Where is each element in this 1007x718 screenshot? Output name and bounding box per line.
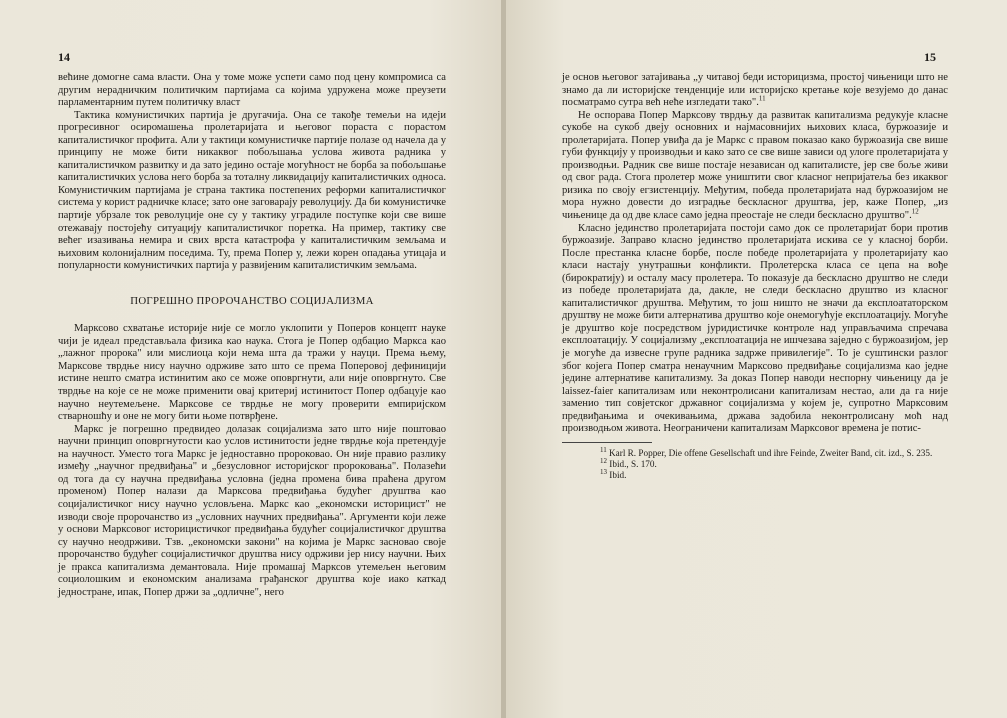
footnote — [562, 467, 948, 481]
page-number: 14 — [58, 50, 70, 64]
section-heading: ПОГРЕШНО ПРОРОЧАНСТВО СОЦИЈАЛИЗМА — [130, 294, 374, 307]
right-page-text — [562, 72, 948, 481]
paragraph: Маркс је погрешно предвидео долазак социјализма зато што није поштовао научни принцип оповргнутости као услов истинитости једне тврдње која претендује на научност. Уместо тога Маркс је једноставно пророковао. Он није правио разлику између „научног предвиђања" и „безусловног историјског пророковања". Полазећи од тога да су научна предвиђања условна (једна промена бива праћена другом променом) Попер налази да Марксова предвиђања будућег друштва као социјалистичког нису научно условљена. Маркс као „економски историцист" не изводи своје пророчанство из „условних научних предвиђања". Аргументи који леже у основи Марксовог историцистичког предвиђања будућег социјалистичког друштва су научно неодрживи. Тзв. „економски закони" на којима је Маркс засновао своје пророчанство будућег социјалистичког друштва нису одрживи јер нису научни. Њих је пракса капитализма демантовала. Није промашај Марксов утемељен његовим социолошким и економским анализама грађанског друштва које иако каткад једностране, ипак, Попер држи за „одличне", него — [58, 423, 446, 598]
right-page — [504, 0, 1007, 718]
footnote — [562, 445, 948, 459]
footnote — [562, 456, 948, 470]
footnote-ref: 11 — [758, 94, 766, 103]
footnote-ref: 12 — [911, 207, 919, 216]
footnote-text: Ibid. — [609, 469, 627, 480]
footnote-text: Karl R. Popper, Die offene Gesellschaft und ihre Feinde, Zweiter Band, cit. izd., S. 235. — [609, 447, 933, 458]
footnote-number: 11 — [600, 445, 607, 454]
page-number: 15 — [924, 50, 936, 64]
paragraph: Марксово схватање историје није се могло уклопити у Поперов концепт науке чији је идеал представљала физика као наука. Стога је Попер одбацио Маркса као „лажног пророка" или мислиоца који нема шта да тражи у науци. Према њему, Марксове тврдње нису научно одрживе зато што се према Поперовој дефиницији истине нешто сматра истинитим ако се може оповргнути, али није оповргнуто. Све тврдње на које се не може применити овај критериј истинитост Попер одбацује као научно неутемељене. Марксове се тврдње не могу проверити емпиријском стварношћу и оне не могу бити њоме потврђене. — [58, 323, 446, 423]
footnote-number: 12 — [600, 456, 607, 465]
left-page — [0, 0, 503, 718]
paragraph-text: Не оспорава Попер Марксову тврдњу да развитак капитализма редукује класне сукобе на сукоб двеју основних и најмасовнијих њихових класа, буржоазије и пролетаријата. Попер увиђа да је Маркс с правом показао како буржоазија све више губи функцију у производњи и како зато се све више зависи од улоге пролетаријата у производњи. Радник све више постаје независан од капиталисте, јер све боље живи од свог рада. Стога пролетер може уништити свог класног непријатеља без икаквог ризика по своју егзистенцију. Међутим, победа пролетаријата над буржоазијом не мора нужно довести до изградње бескласног друштва, јер, каже Попер, „из чињенице да од две класе само једна преостаје не следи бескласно друштво". — [562, 109, 948, 222]
footnote-divider — [562, 442, 652, 443]
paragraph: Класно јединство пролетаријата постоји само док се пролетаријат бори против буржоазије. Заправо класно јединство пролетаријата искива се у класној борби. После престанка класне борбе, после победе пролетаријата у пролетаријату као класи настају унутрашњи конфликти. Пролетерска класа се цепа на вође (бирократију) и осталу масу пролетера. То показује да бескласно друштво не следи из победе пролетаријата да, дакле, не следи бескласно друштво из класног капиталистичког друштва. Међутим, то још ништо не значи да експлоататорском друштву не може бити алтернатива друштво које онемогућује експлоатацију. Могуће је друштво које посредством јуридистичке контроле над управљачима спречава експлоатацију. У социјализму „експлоатација не ишчезава заједно с буржоазијом, јер је могуће да извесне групе радника задрже привилегије". То је суштински разлог због којега Попер сматра ненаучним Марксово предвиђање социјализма као једне једине алтернативе капитализму. За доказ Попер наводи неспорну чињеницу да је laissez-faier капитализам или неконтролисани капитализам нестао, али да га није заменио тип совјетског државног социјализма у којем је, супротно Марксовим предвиђањима и очекивањима, држава задобила неконтролисану моћ над производњом живота. Неограничени капитализам Марксовог времена је потис- — [562, 222, 948, 435]
paragraph: већине домогне сама власти. Она у томе може успети само под цену компромиса са другим нерадничким политичким партијама са којима удружена може преузети парламентарним путем политичку власт — [58, 72, 446, 109]
book-gutter — [501, 0, 506, 718]
left-page-text — [58, 72, 446, 599]
paragraph — [562, 72, 948, 110]
footnote-number: 13 — [600, 467, 607, 476]
paragraph: Тактика комунистичких партија је другачија. Она се такође темељи на идеји прогресивног осиромашења пролетаријата и његовог пораста с порастом капиталистичког профита. Али у тактици комунистичке партије полазе од начела да у принципу не може бити никаквог побољшања услова живота радника у капиталистичком развитку и да зато једино остаје могућност не борба за побољшање капиталистичких услова него борба за тоталну ликвидацију капиталистичких односа. Комунистичким партијама је страна тактика постепених реформи капиталистичког система у корист радничке класе; зато оне заговарају револуцију. Да би комунистичке партије убрзале ток револуције оне су у тактику уградиле поступке који све више отежавају постојећу ситуацију капиталистичког поретка. На пример, тактику све већег изазивања немира и свих врста катастрофа у капиталистичким земљама и њиховим колонијалним поседима. Ту, према Попер у, лежи корен опадања утицаја и популарности комунистичких партија у развијеним капиталистичким земљама. — [58, 109, 446, 272]
paragraph-text: је основ његовог затајивања „у читавој беди историцизма, простој чињеници што не знамо да ли историјске тенденције или историјско кретање које везујемо до данас посматрамо сутра већ неће изгледати тако". — [562, 72, 948, 109]
footnote-text: Ibid., S. 170. — [609, 458, 657, 469]
paragraph — [562, 110, 948, 223]
